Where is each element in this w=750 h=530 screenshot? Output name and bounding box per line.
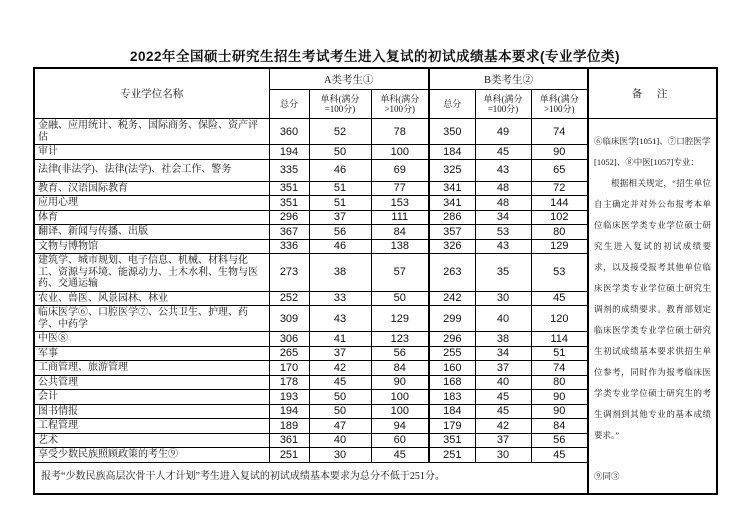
score-cell: 43 xyxy=(475,159,531,181)
score-cell: 263 xyxy=(429,254,475,292)
score-cell: 114 xyxy=(531,332,588,347)
score-cell: 34 xyxy=(475,210,531,225)
score-cell: 179 xyxy=(429,419,475,434)
table-header xyxy=(34,68,717,119)
degree-name-cell: 艺术 xyxy=(34,433,269,448)
score-cell: 100 xyxy=(371,390,429,405)
score-cell: 50 xyxy=(309,145,371,160)
score-cell: 90 xyxy=(531,404,588,419)
score-cell: 30 xyxy=(309,448,371,463)
score-cell: 37 xyxy=(475,361,531,376)
remarks-cell xyxy=(588,119,717,495)
score-cell: 144 xyxy=(531,196,588,211)
score-cell: 38 xyxy=(475,332,531,347)
score-cell: 306 xyxy=(269,332,309,347)
score-cell: 37 xyxy=(475,433,531,448)
score-cell: 251 xyxy=(269,448,309,463)
col-header-single-max100-a: 单科(满分 =100分) xyxy=(309,90,371,119)
score-cell: 43 xyxy=(475,239,531,254)
footnote-cell: 报考“少数民族高层次骨干人才计划”考生进入复试的初试成绩基本要求为总分不低于251分。 xyxy=(34,462,588,494)
score-cell: 138 xyxy=(371,239,429,254)
score-cell: 51 xyxy=(309,181,371,196)
score-cell: 48 xyxy=(475,196,531,211)
score-cell: 51 xyxy=(531,346,588,361)
score-cell: 242 xyxy=(429,291,475,306)
score-cell: 60 xyxy=(371,433,429,448)
score-cell: 100 xyxy=(371,145,429,160)
score-cell: 37 xyxy=(309,346,371,361)
degree-name-cell: 工商管理、旅游管理 xyxy=(34,361,269,376)
score-cell: 56 xyxy=(371,346,429,361)
score-cell: 50 xyxy=(309,390,371,405)
score-cell: 40 xyxy=(475,375,531,390)
table-row xyxy=(34,119,717,145)
degree-name-cell: 建筑学、城市规划、电子信息、机械、材料与化工、资源与环境、能源动力、土木水利、生物与医药、交通运输 xyxy=(34,254,269,292)
score-cell: 183 xyxy=(429,390,475,405)
score-cell: 50 xyxy=(371,291,429,306)
remarks-heading: ⑥临床医学[1051]、⑦口腔医学[1052]、⑧中医[1057]专业： xyxy=(594,136,711,167)
score-cell: 84 xyxy=(531,419,588,434)
score-table xyxy=(33,67,718,495)
score-cell: 38 xyxy=(309,254,371,292)
degree-name-cell: 军事 xyxy=(34,346,269,361)
score-cell: 170 xyxy=(269,361,309,376)
score-cell: 273 xyxy=(269,254,309,292)
score-cell: 51 xyxy=(309,196,371,211)
degree-name-cell: 农业、兽医、风景园林、林业 xyxy=(34,291,269,306)
score-cell: 30 xyxy=(475,448,531,463)
score-cell: 80 xyxy=(531,375,588,390)
score-cell: 341 xyxy=(429,196,475,211)
score-cell: 265 xyxy=(269,346,309,361)
col-header-total-b: 总分 xyxy=(429,90,475,119)
score-cell: 53 xyxy=(475,225,531,240)
score-cell: 153 xyxy=(371,196,429,211)
score-cell: 184 xyxy=(429,145,475,160)
col-header-single-over100-a: 单科(满分 >100分) xyxy=(371,90,429,119)
score-cell: 335 xyxy=(269,159,309,181)
score-cell: 194 xyxy=(269,404,309,419)
degree-name-cell: 临床医学⑥、口腔医学⑦、公共卫生、护理、药学、中药学 xyxy=(34,306,269,332)
score-cell: 351 xyxy=(269,196,309,211)
score-cell: 78 xyxy=(371,119,429,145)
degree-name-cell: 教育、汉语国际教育 xyxy=(34,181,269,196)
score-cell: 57 xyxy=(371,254,429,292)
score-cell: 50 xyxy=(309,404,371,419)
score-cell: 194 xyxy=(269,145,309,160)
score-cell: 45 xyxy=(531,291,588,306)
score-cell: 46 xyxy=(309,239,371,254)
score-cell: 111 xyxy=(371,210,429,225)
score-cell: 77 xyxy=(371,181,429,196)
score-cell: 367 xyxy=(269,225,309,240)
score-cell: 40 xyxy=(475,306,531,332)
score-cell: 46 xyxy=(309,159,371,181)
score-cell: 42 xyxy=(309,361,371,376)
score-cell: 326 xyxy=(429,239,475,254)
score-cell: 120 xyxy=(531,306,588,332)
score-cell: 341 xyxy=(429,181,475,196)
score-cell: 45 xyxy=(531,448,588,463)
degree-name-cell: 法律(非法学)、法律(法学)、社会工作、警务 xyxy=(34,159,269,181)
remarks-note: ⑨同③ xyxy=(594,471,620,481)
score-cell: 100 xyxy=(371,404,429,419)
score-cell: 49 xyxy=(475,119,531,145)
score-cell: 90 xyxy=(531,145,588,160)
score-cell: 84 xyxy=(371,361,429,376)
col-header-total-a: 总分 xyxy=(269,90,309,119)
score-cell: 80 xyxy=(531,225,588,240)
score-cell: 178 xyxy=(269,375,309,390)
score-cell: 309 xyxy=(269,306,309,332)
score-cell: 129 xyxy=(531,239,588,254)
score-cell: 325 xyxy=(429,159,475,181)
score-cell: 296 xyxy=(269,210,309,225)
col-header-group-b: B类考生② xyxy=(429,68,588,90)
score-table-body xyxy=(34,119,717,495)
degree-name-cell: 享受少数民族照顾政策的考生⑨ xyxy=(34,448,269,463)
score-cell: 74 xyxy=(531,361,588,376)
degree-name-cell: 应用心理 xyxy=(34,196,269,211)
score-cell: 360 xyxy=(269,119,309,145)
score-cell: 94 xyxy=(371,419,429,434)
score-cell: 45 xyxy=(475,145,531,160)
header-row-groups xyxy=(34,68,717,90)
score-cell: 52 xyxy=(309,119,371,145)
score-cell: 35 xyxy=(475,254,531,292)
score-cell: 184 xyxy=(429,404,475,419)
col-header-single-max100-b: 单科(满分 =100分) xyxy=(475,90,531,119)
score-cell: 47 xyxy=(309,419,371,434)
score-cell: 357 xyxy=(429,225,475,240)
score-cell: 65 xyxy=(531,159,588,181)
score-cell: 53 xyxy=(531,254,588,292)
score-cell: 168 xyxy=(429,375,475,390)
score-cell: 72 xyxy=(531,181,588,196)
degree-name-cell: 审计 xyxy=(34,145,269,160)
score-cell: 361 xyxy=(269,433,309,448)
score-cell: 74 xyxy=(531,119,588,145)
score-cell: 45 xyxy=(475,404,531,419)
score-cell: 123 xyxy=(371,332,429,347)
degree-name-cell: 文物与博物馆 xyxy=(34,239,269,254)
score-cell: 189 xyxy=(269,419,309,434)
score-cell: 255 xyxy=(429,346,475,361)
score-cell: 351 xyxy=(269,181,309,196)
col-header-group-a: A类考生① xyxy=(269,68,429,90)
score-cell: 34 xyxy=(475,346,531,361)
score-cell: 40 xyxy=(309,433,371,448)
score-cell: 299 xyxy=(429,306,475,332)
score-cell: 48 xyxy=(475,181,531,196)
score-cell: 45 xyxy=(309,375,371,390)
score-cell: 336 xyxy=(269,239,309,254)
col-header-degree-name: 专业学位名称 xyxy=(34,68,269,119)
score-cell: 37 xyxy=(309,210,371,225)
score-cell: 296 xyxy=(429,332,475,347)
degree-name-cell: 公共管理 xyxy=(34,375,269,390)
score-cell: 42 xyxy=(475,419,531,434)
score-cell: 251 xyxy=(429,448,475,463)
degree-name-cell: 工程管理 xyxy=(34,419,269,434)
degree-name-cell: 体育 xyxy=(34,210,269,225)
score-cell: 45 xyxy=(371,448,429,463)
degree-name-cell: 图书情报 xyxy=(34,404,269,419)
score-cell: 41 xyxy=(309,332,371,347)
score-cell: 45 xyxy=(475,390,531,405)
score-cell: 351 xyxy=(429,433,475,448)
score-cell: 193 xyxy=(269,390,309,405)
score-cell: 160 xyxy=(429,361,475,376)
score-cell: 33 xyxy=(309,291,371,306)
score-cell: 43 xyxy=(309,306,371,332)
page-title: 2022年全国硕士研究生招生考试考生进入复试的初试成绩基本要求(专业学位类) xyxy=(129,49,621,64)
score-cell: 350 xyxy=(429,119,475,145)
degree-name-cell: 金融、应用统计、税务、国际商务、保险、资产评估 xyxy=(34,119,269,145)
col-header-remarks: 备 注 xyxy=(588,68,717,119)
score-cell: 56 xyxy=(531,433,588,448)
score-cell: 69 xyxy=(371,159,429,181)
remarks-body: 根据相关规定，“招生单位自主确定并对外公布报考本单位临床医学类专业学位硕士研究生进入复试的初试成绩要求，以及接受报考其他单位临床医学类专业学位硕士研究生调剂的成绩要求。教育部划定临床医学类专业学位硕士研究生初试成绩基本要求供招生单位参考，同时作为报考临床医学类专业学位硕士研究生的考生调剂到其他专业的基本成绩要求。” xyxy=(594,178,712,440)
score-cell: 252 xyxy=(269,291,309,306)
score-cell: 90 xyxy=(531,390,588,405)
score-cell: 84 xyxy=(371,225,429,240)
degree-name-cell: 中医⑧ xyxy=(34,332,269,347)
score-cell: 129 xyxy=(371,306,429,332)
score-cell: 56 xyxy=(309,225,371,240)
score-cell: 30 xyxy=(475,291,531,306)
degree-name-cell: 翻译、新闻与传播、出版 xyxy=(34,225,269,240)
score-cell: 286 xyxy=(429,210,475,225)
degree-name-cell: 会计 xyxy=(34,390,269,405)
col-header-single-over100-b: 单科(满分 >100分) xyxy=(531,90,588,119)
score-cell: 102 xyxy=(531,210,588,225)
score-cell: 90 xyxy=(371,375,429,390)
